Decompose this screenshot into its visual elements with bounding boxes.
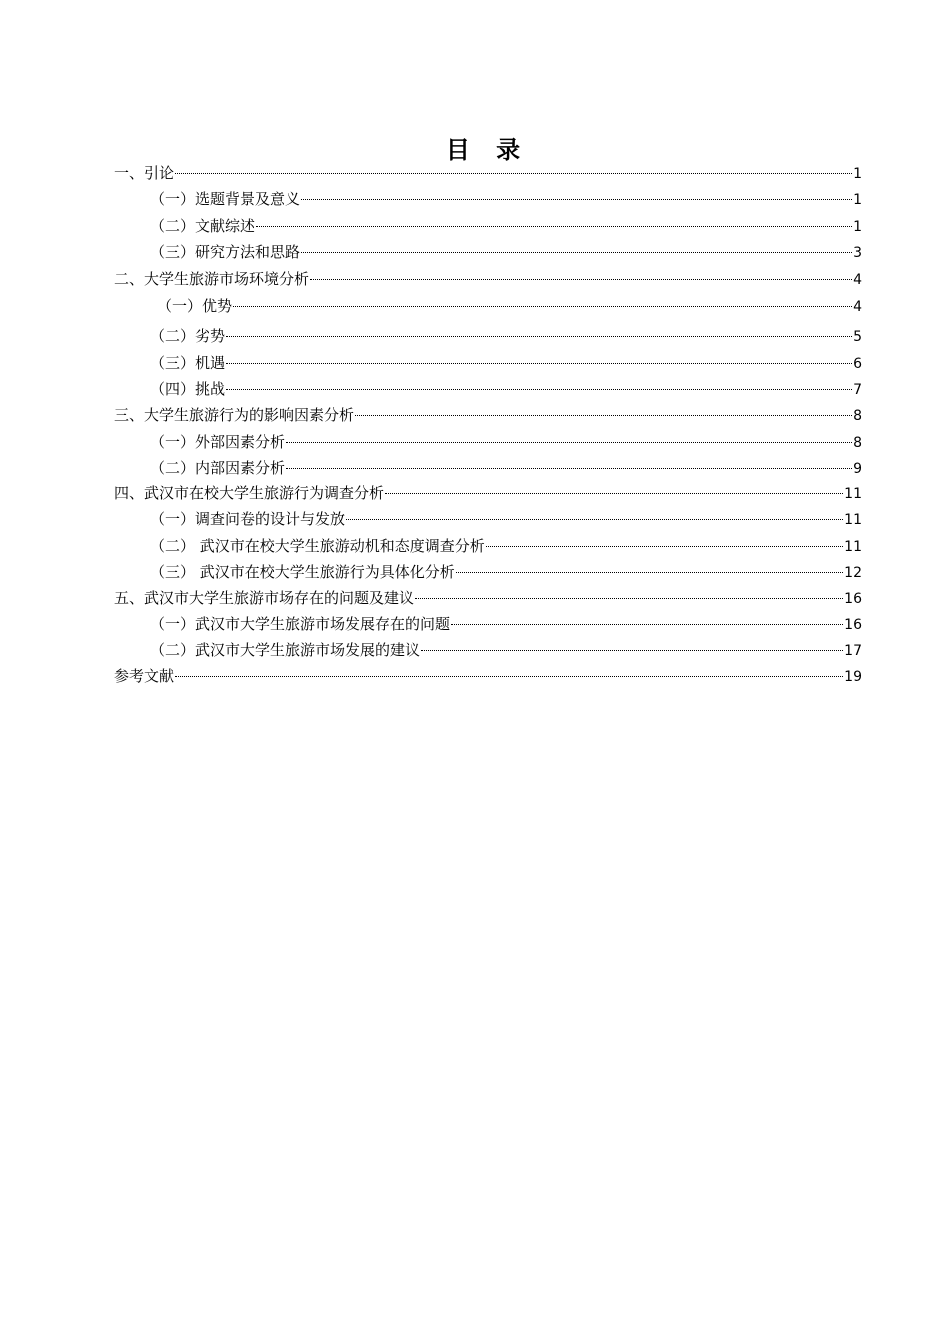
toc-entry-title: （二）内部因素分析 [150,459,286,477]
toc-entry-title: 三、大学生旅游行为的影响因素分析 [114,406,355,424]
toc-page-number: 4 [853,272,862,288]
toc-entry[interactable] [150,561,862,583]
toc-entry-title: （三）机遇 [150,354,226,372]
toc-entry-title: （三） 武汉市在校大学生旅游行为具体化分析 [150,563,455,581]
toc-dot-leader [286,468,852,469]
toc-page-number: 8 [853,435,862,451]
toc-page-number: 6 [853,356,862,372]
toc-entry[interactable] [150,508,862,530]
toc-page-number: 11 [844,539,862,555]
toc-dot-leader [256,226,852,227]
toc-entry[interactable] [114,404,862,426]
toc-entry[interactable] [114,482,862,504]
toc-dot-leader [226,336,852,337]
toc-entry-title: （一）武汉市大学生旅游市场发展存在的问题 [150,615,451,633]
toc-dot-leader [175,173,852,174]
toc-entry[interactable] [150,457,862,479]
toc-entry-title: 参考文献 [114,667,175,685]
toc-dot-leader [355,415,852,416]
toc-entry[interactable] [150,352,862,374]
toc-entry-title: （一）调查问卷的设计与发放 [150,510,346,528]
toc-entry-title: （三）研究方法和思路 [150,243,301,261]
toc-entry[interactable] [150,241,862,263]
toc-page-number: 1 [853,166,862,182]
toc-entry-title: 一、引论 [114,164,175,182]
toc-page-number: 11 [844,486,862,502]
toc-entry[interactable] [150,325,862,347]
toc-entry-title: （四）挑战 [150,380,226,398]
toc-entry[interactable] [114,268,862,290]
toc-entry[interactable] [150,639,862,661]
toc-entry[interactable] [150,431,862,453]
toc-entry[interactable] [157,295,862,317]
toc-dot-leader [310,279,852,280]
toc-page-number: 4 [853,299,862,315]
toc-page-number: 1 [853,219,862,235]
toc-entry[interactable] [114,665,862,687]
toc-entry-title: 五、武汉市大学生旅游市场存在的问题及建议 [114,589,415,607]
toc-dot-leader [346,519,843,520]
toc-page-number: 17 [844,643,862,659]
toc-dot-leader [286,442,852,443]
toc-dot-leader [301,199,852,200]
toc-entry[interactable] [150,613,862,635]
toc-dot-leader [301,252,852,253]
toc-title: 目 录 [445,136,530,164]
toc-page-number: 12 [844,565,862,581]
toc-page-number: 1 [853,192,862,208]
toc-page-number: 9 [853,461,862,477]
toc-dot-leader [226,389,852,390]
toc-entry-title: （一）选题背景及意义 [150,190,301,208]
toc-page-number: 16 [844,617,862,633]
toc-dot-leader [175,676,843,677]
toc-page-number: 3 [853,245,862,261]
toc-dot-leader [226,363,852,364]
toc-dot-leader [415,598,843,599]
toc-dot-leader [486,546,843,547]
toc-dot-leader [451,624,843,625]
toc-dot-leader [456,572,843,573]
toc-entry-title: （一）优势 [157,297,233,315]
toc-entry-title: 二、大学生旅游市场环境分析 [114,270,310,288]
toc-entry[interactable] [150,188,862,210]
toc-entry[interactable] [114,587,862,609]
toc-page-number: 5 [853,329,862,345]
toc-entry-title: （一）外部因素分析 [150,433,286,451]
toc-dot-leader [385,493,843,494]
toc-dot-leader [421,650,843,651]
toc-entry-title: （二） 武汉市在校大学生旅游动机和态度调查分析 [150,537,485,555]
toc-dot-leader [233,306,852,307]
toc-entry[interactable] [150,215,862,237]
toc-entry[interactable] [114,162,862,184]
toc-page-number: 16 [844,591,862,607]
toc-entry-title: 四、武汉市在校大学生旅游行为调查分析 [114,484,385,502]
toc-entry[interactable] [150,378,862,400]
toc-page-number: 19 [844,669,862,685]
toc-page-number: 11 [844,512,862,528]
toc-page-number: 7 [853,382,862,398]
toc-entry-title: （二）劣势 [150,327,226,345]
toc-entry-title: （二）文献综述 [150,217,256,235]
toc-entry[interactable] [150,535,862,557]
toc-page-number: 8 [853,408,862,424]
toc-entry-title: （二）武汉市大学生旅游市场发展的建议 [150,641,421,659]
